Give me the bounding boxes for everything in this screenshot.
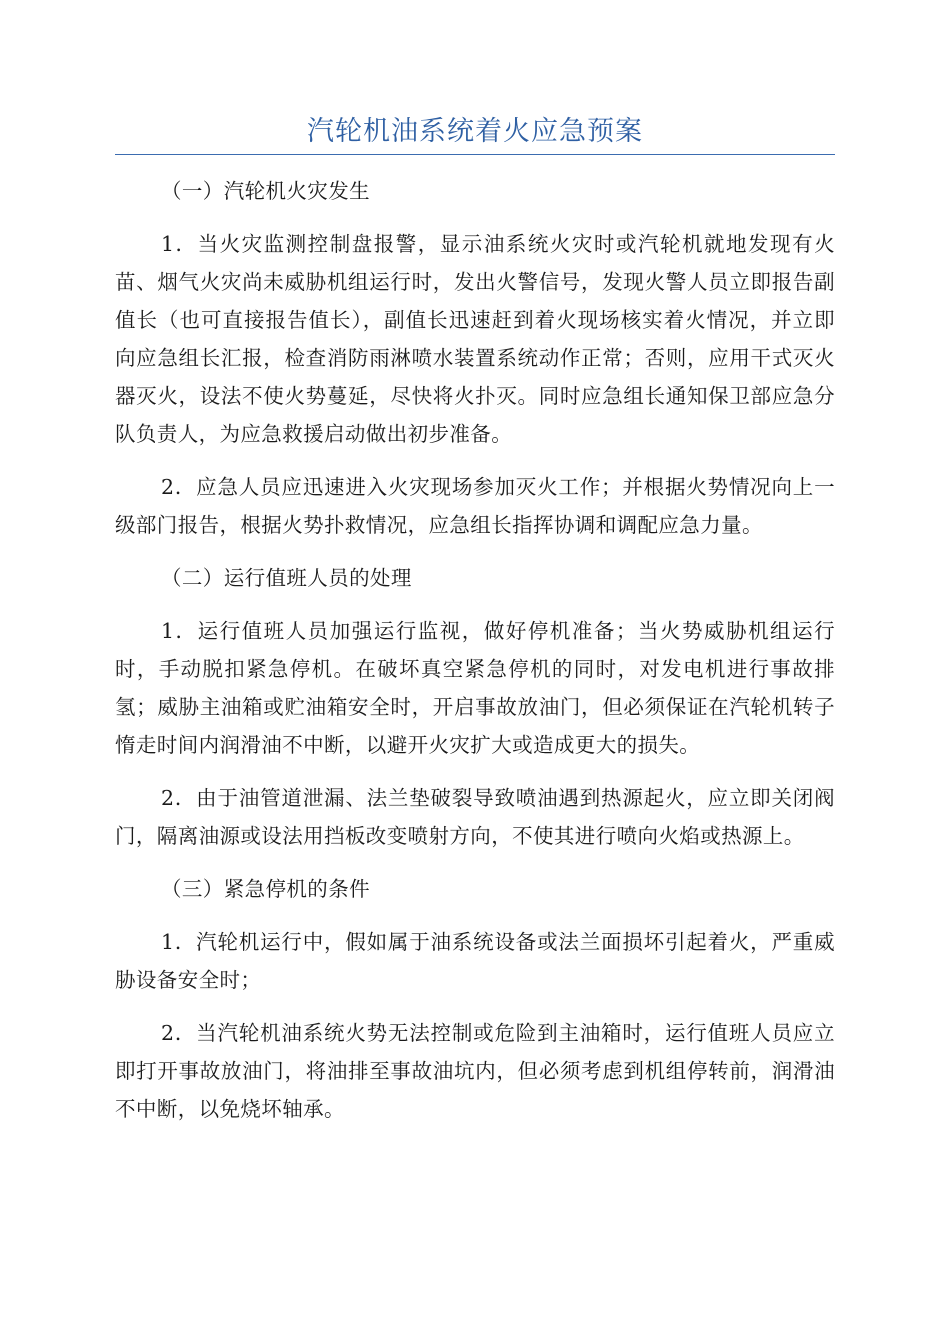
paragraph: 2．由于油管道泄漏、法兰垫破裂导致喷油遇到热源起火，应立即关闭阀门，隔离油源或设法用挡板改变喷射方向，不使其进行喷向火焰或热源上。 [115, 786, 835, 848]
section-heading: （一）汽轮机火灾发生 [161, 179, 370, 203]
paragraph: 1．运行值班人员加强运行监视，做好停机准备；当火势威胁机组运行时，手动脱扣紧急停机。在破坏真空紧急停机的同时，对发电机进行事故排氢；威胁主油箱或贮油箱安全时，开启事故放油门，但必须保证在汽轮机转子惰走时间内润滑油不中断，以避开火灾扩大或造成更大的损失。 [115, 619, 835, 757]
section-1 [115, 172, 835, 544]
title-underline [115, 154, 835, 155]
section-heading: （三）紧急停机的条件 [161, 877, 370, 901]
document-title: 汽轮机油系统着火应急预案 [307, 116, 643, 147]
section-heading: （二）运行值班人员的处理 [161, 566, 412, 590]
paragraph: 1．汽轮机运行中，假如属于油系统设备或法兰面损坏引起着火，严重威胁设备安全时； [115, 930, 835, 992]
document-body [115, 172, 835, 1143]
paragraph: 2．当汽轮机油系统火势无法控制或危险到主油箱时，运行值班人员应立即打开事故放油门，将油排至事故油坑内，但必须考虑到机组停转前，润滑油不中断，以免烧坏轴承。 [115, 1021, 835, 1121]
section-3 [115, 870, 835, 1128]
paragraph: 1．当火灾监测控制盘报警，显示油系统火灾时或汽轮机就地发现有火苗、烟气火灾尚未威胁机组运行时，发出火警信号，发现火警人员立即报告副值长（也可直接报告值长），副值长迅速赶到着火现场核实着火情况，并立即向应急组长汇报，检查消防雨淋喷水装置系统动作正常；否则，应用干式灭火器灭火，设法不使火势蔓延，尽快将火扑灭。同时应急组长通知保卫部应急分队负责人，为应急救援启动做出初步准备。 [115, 232, 835, 446]
paragraph: 2．应急人员应迅速进入火灾现场参加灭火工作；并根据火势情况向上一级部门报告，根据火势扑救情况，应急组长指挥协调和调配应急力量。 [115, 475, 835, 537]
section-2 [115, 559, 835, 855]
